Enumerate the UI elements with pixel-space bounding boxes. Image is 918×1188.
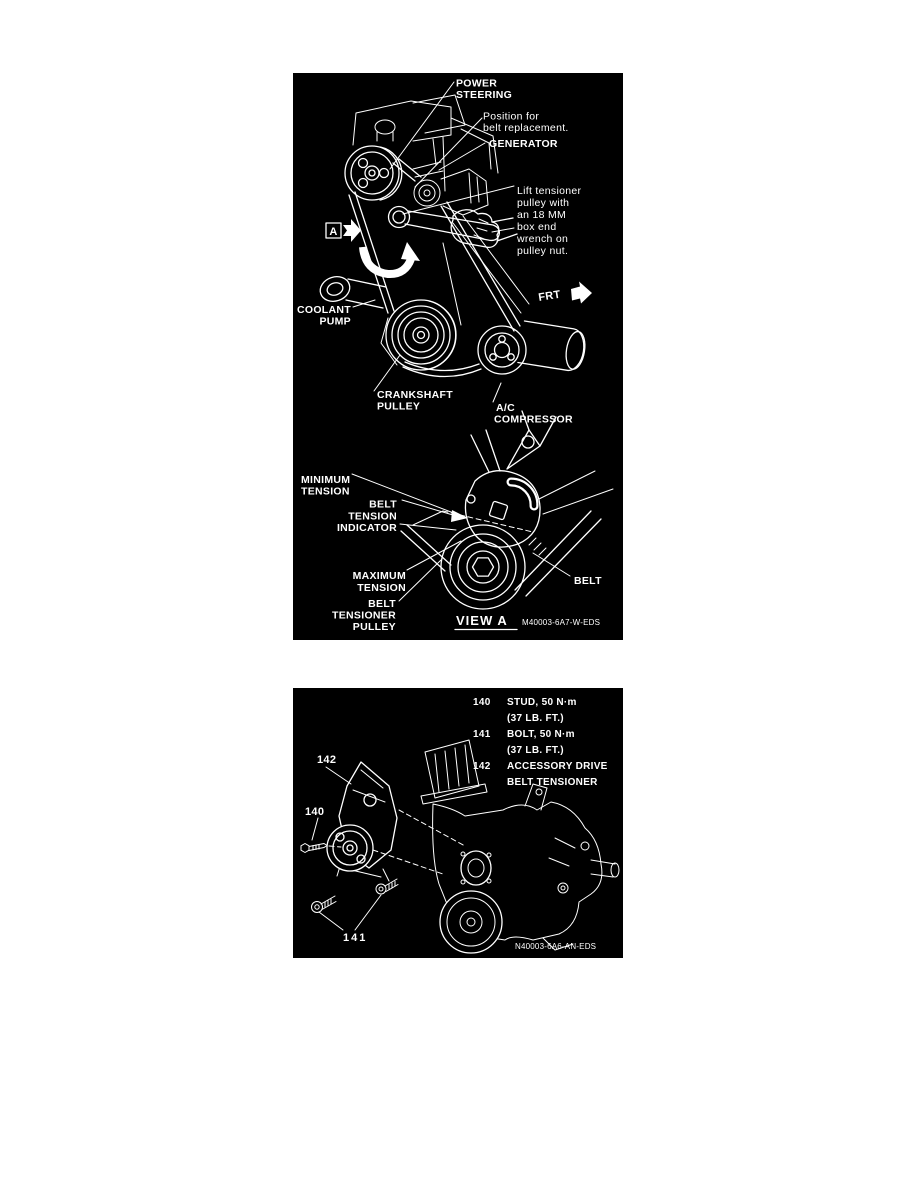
belt-routing-drawing [293, 73, 623, 640]
figure-code: N40003-6A6-AN-EDS [515, 942, 597, 951]
coolant-pump-label: COOLANT [296, 304, 351, 316]
belt-tension-indicator-label: INDICATOR [336, 522, 397, 534]
assembly-lines [373, 810, 465, 874]
lift-note-label: box end [517, 221, 557, 233]
belt-label: BELT [574, 575, 602, 587]
callout-140: 140 [305, 806, 325, 818]
marker-a-label: A [329, 226, 338, 238]
legend-text: (37 LB. FT.) [507, 745, 564, 756]
view-a-title: VIEW A [456, 613, 508, 628]
position-note-label: Position for [483, 110, 540, 123]
legend-text: STUD, 50 N·m [507, 697, 577, 708]
power-steering-label: POWER [456, 77, 498, 90]
tensioner-pulley-art-2 [327, 825, 373, 871]
tensioner-mounting-figure [293, 688, 623, 958]
rotation-arrow-icon [363, 242, 420, 274]
minimum-tension-label: TENSION [301, 485, 350, 498]
legend-text: ACCESSORY DRIVE [507, 761, 608, 772]
frt-label: FRT [537, 288, 562, 304]
figure-code: M40003-6A7-W-EDS [522, 618, 601, 627]
bolt-art [312, 879, 399, 913]
lift-note-label: pulley with [517, 197, 570, 209]
belt-tensioner-pulley-label: BELT [368, 598, 396, 610]
lift-note-label: pulley nut. [517, 245, 569, 257]
power-steering-label: STEERING [456, 89, 513, 101]
lift-note-label: Lift tensioner [517, 185, 582, 197]
tensioner-body-art [413, 411, 613, 547]
legend-text: BELT TENSIONER [507, 777, 598, 788]
ac-compressor-art [478, 321, 588, 374]
coolant-pump-label: PUMP [319, 315, 351, 328]
legend-num: 141 [473, 729, 491, 740]
view-a-marker [326, 219, 361, 242]
callout-141: 141 [343, 932, 368, 944]
belt-art-view-a [401, 511, 601, 596]
minimum-tension-label: MINIMUM [301, 474, 351, 486]
power-steering-pulley [345, 146, 402, 200]
tensioner-pulley-art [441, 525, 525, 609]
belt-tension-indicator-label: BELT [369, 498, 397, 511]
legend-num: 140 [473, 697, 491, 708]
position-note-label: belt replacement. [483, 122, 569, 134]
lift-note-label: wrench on [517, 233, 569, 245]
crankshaft-pulley-label: CRANKSHAFT [377, 389, 453, 401]
ac-compressor-label: A/C [496, 402, 515, 414]
belt-routing-figure [293, 73, 623, 640]
belt-tensioner-pulley-label: TENSIONER [332, 609, 396, 622]
parts-legend [473, 697, 608, 788]
legend-num: 142 [473, 761, 491, 772]
belt-tensioner-pulley-label: PULLEY [352, 621, 396, 633]
front-direction-indicator [538, 282, 592, 304]
maximum-tension-label: MAXIMUM [352, 570, 406, 582]
lift-note-label: an 18 MM [517, 209, 567, 221]
legend-text: BOLT, 50 N·m [507, 729, 575, 740]
tensioner-mounting-drawing [293, 688, 623, 958]
callout-142: 142 [317, 754, 337, 766]
legend-text: (37 LB. FT.) [507, 713, 564, 724]
ac-compressor-label: COMPRESSOR [494, 413, 573, 426]
crankshaft-pulley-label: PULLEY [377, 400, 421, 413]
maximum-tension-label: TENSION [357, 582, 406, 594]
generator-label: GENERATOR [489, 138, 558, 150]
frt-arrow-icon [571, 282, 592, 304]
coolant-pump-art [317, 273, 386, 308]
belt-tension-indicator-label: TENSION [348, 510, 397, 523]
